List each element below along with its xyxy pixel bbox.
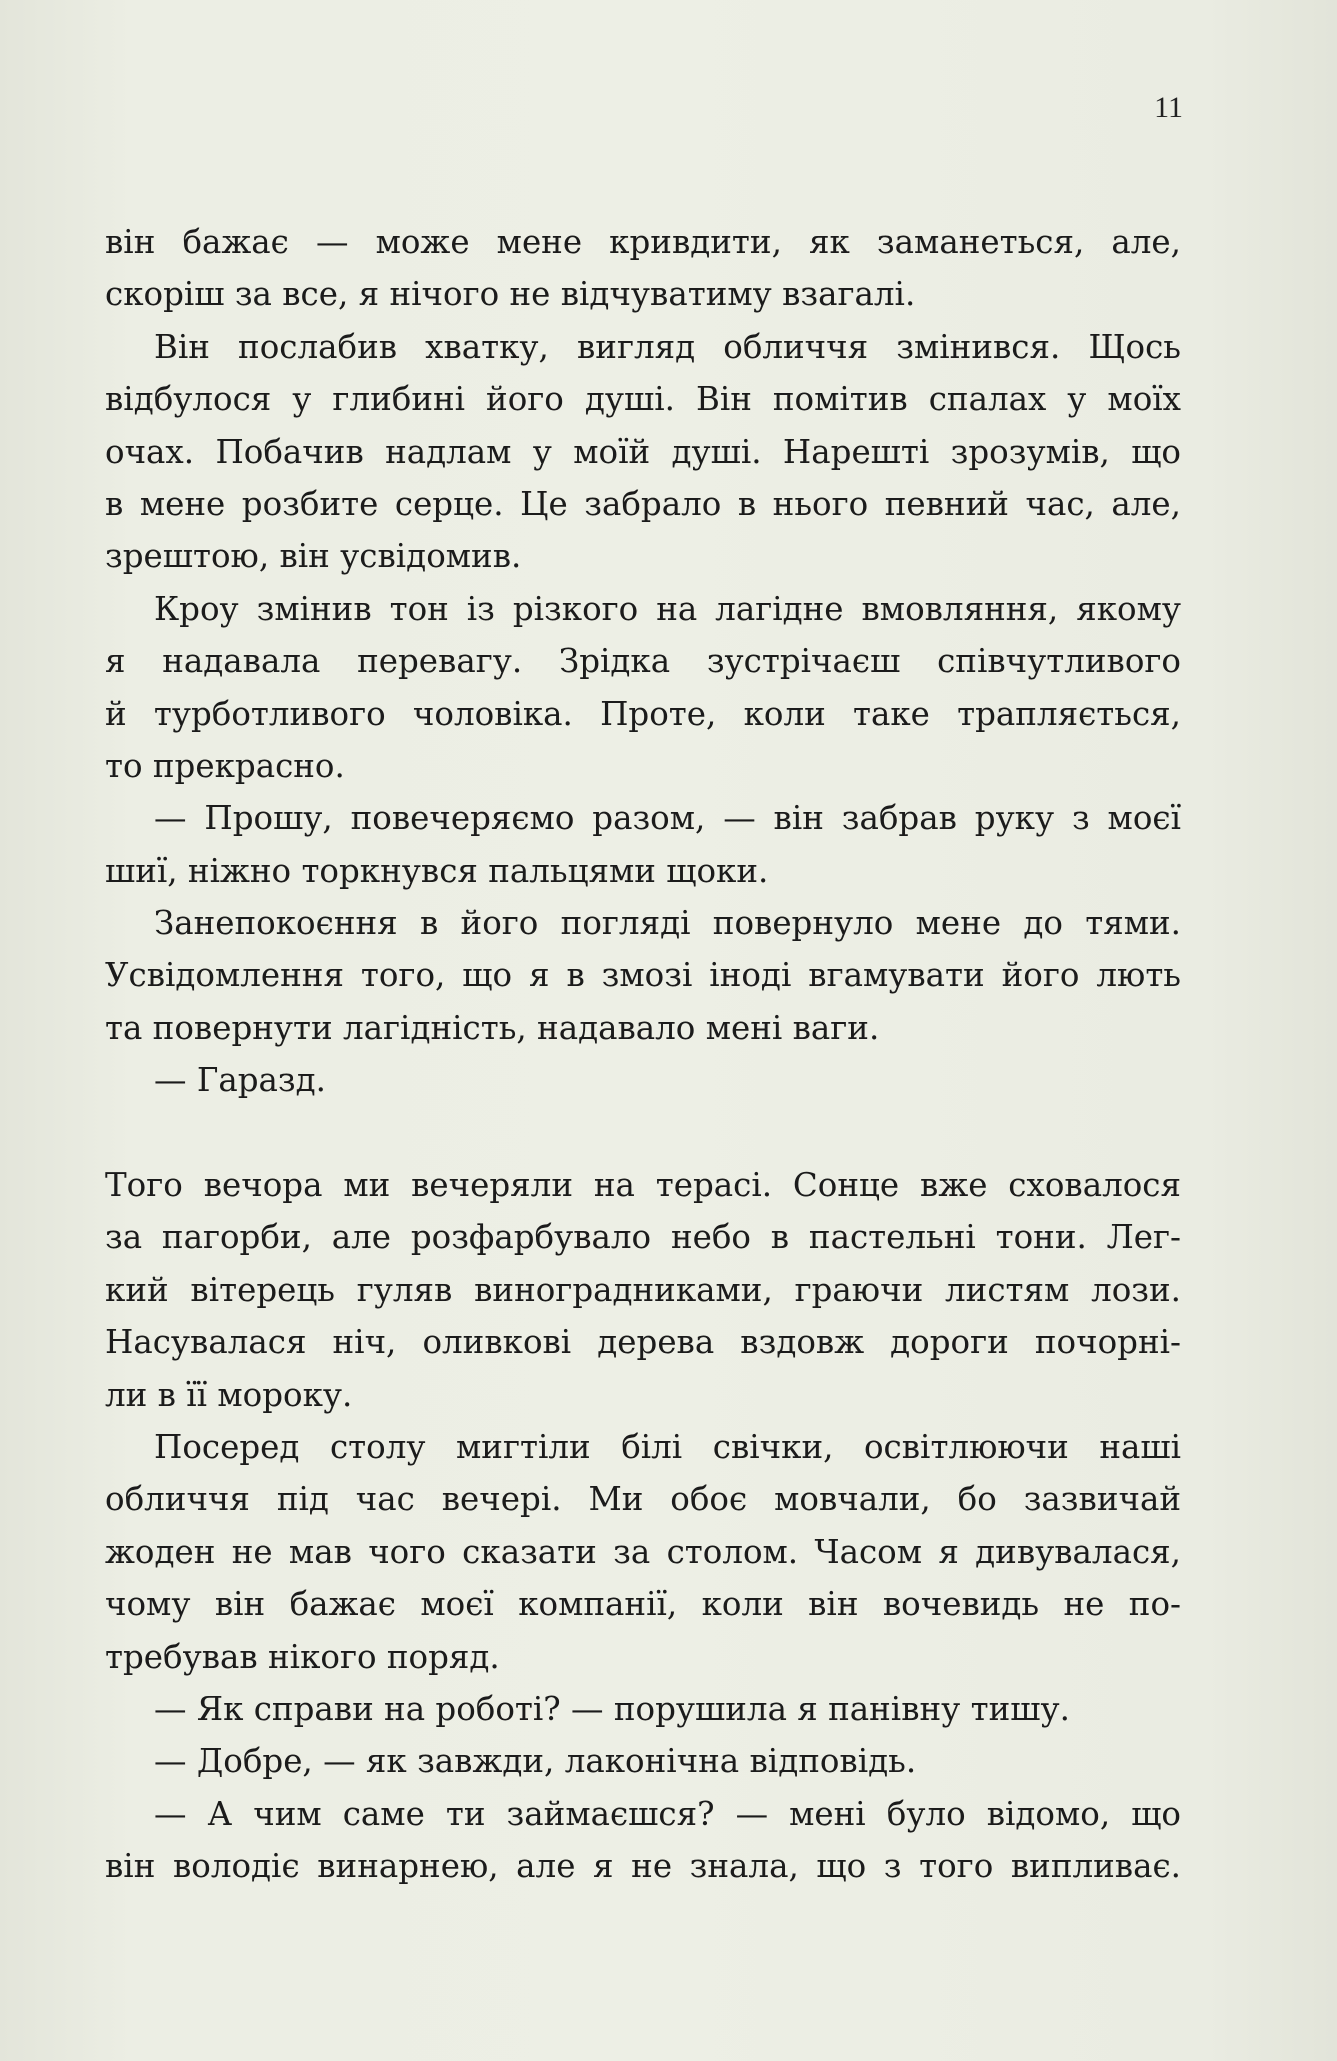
text-line: я надавала перевагу. Зрідка зустрічаєш співчутливого: [105, 642, 1181, 681]
text-line: то прекрасно.: [105, 746, 345, 785]
text-line: зрештою, він усвідомив.: [105, 537, 522, 576]
text-line: — Гаразд.: [154, 1061, 326, 1100]
text-line: жоден не мав чого сказати за столом. Часом я дивувалася,: [105, 1532, 1181, 1571]
text-line: відбулося у глибині його душі. Він помітив спалах у моїх: [105, 380, 1181, 419]
page-number: 11: [1154, 91, 1183, 124]
text-line: ли в її мороку.: [105, 1375, 353, 1414]
text-line: Він послабив хватку, вигляд обличчя змінився. Щось: [154, 327, 1181, 366]
text-line: за пагорби, але розфарбувало небо в пастельні тони. Лег-: [105, 1218, 1181, 1257]
text-line: — Як справи на роботі? — порушила я панівну тишу.: [154, 1689, 1070, 1728]
text-line: й турботливого чоловіка. Проте, коли таке трапляється,: [105, 694, 1181, 733]
section-break: [105, 1107, 1181, 1159]
text-line: шиї, ніжно торкнувся пальцями щоки.: [105, 851, 769, 890]
text-line: чому він бажає моєї компанії, коли він вочевидь не по-: [105, 1585, 1181, 1624]
text-line: Насувалася ніч, оливкові дерева вздовж дороги почорні-: [105, 1323, 1181, 1362]
text-line: — А чим саме ти займаєшся? — мені було відомо, що: [154, 1794, 1181, 1833]
text-line: та повернути лагідність, надавало мені ваги.: [105, 1008, 880, 1047]
text-line: він бажає — може мене кривдити, як заманеться, але,: [105, 223, 1181, 261]
text-line: очах. Побачив надлам у моїй душі. Нарешті зрозумів, що: [105, 432, 1181, 471]
text-line: Усвідомлення того, що я в змозі іноді вгамувати його лють: [105, 956, 1181, 995]
text-line: кий вітерець гуляв виноградниками, граючи листям лози.: [105, 1270, 1181, 1309]
text-line: — Добре, — як завжди, лаконічна відповідь.: [154, 1742, 917, 1781]
body-text: [105, 216, 1181, 1893]
text-line: скоріш за все, я нічого не відчуватиму взагалі.: [105, 275, 916, 314]
text-line: требував нікого поряд.: [105, 1637, 500, 1676]
text-line: Того вечора ми вечеряли на терасі. Сонце вже сховалося: [105, 1166, 1181, 1205]
text-line: Кроу змінив тон із різкого на лагідне вмовляння, якому: [154, 589, 1181, 628]
text-line: обличчя під час вечері. Ми обоє мовчали, бо зазвичай: [105, 1480, 1181, 1519]
text-line: — Прошу, повечеряємо разом, — він забрав руку з моєї: [154, 799, 1181, 838]
text-line: в мене розбите серце. Це забрало в нього певний час, але,: [105, 484, 1181, 523]
text-line: Посеред столу мигтіли білі свічки, освітлюючи наші: [154, 1427, 1181, 1466]
text-line: він володіє винарнею, але я не знала, що з того випливає.: [105, 1847, 1181, 1886]
text-line: Занепокоєння в його погляді повернуло мене до тями.: [154, 904, 1181, 943]
